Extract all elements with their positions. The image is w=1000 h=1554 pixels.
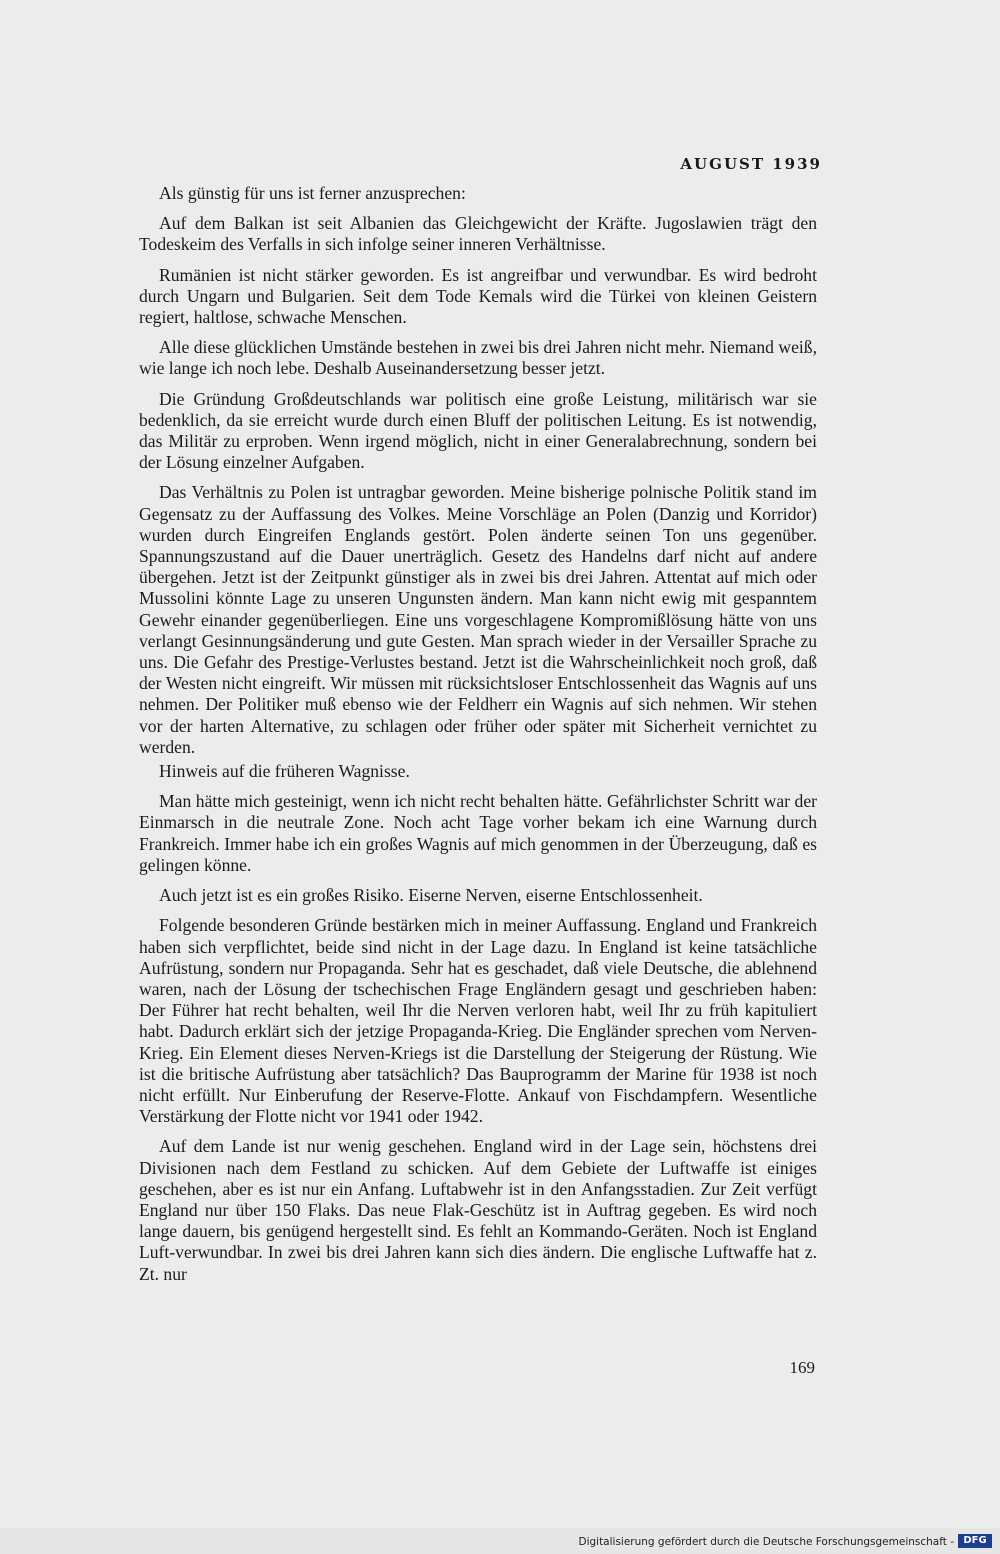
running-head: AUGUST 1939 <box>680 155 822 173</box>
funding-credit: Digitalisierung gefördert durch die Deutsche Forschungsgemeinschaft - <box>578 1536 954 1548</box>
page-number: 169 <box>789 1358 815 1377</box>
paragraph: Alle diese glücklichen Umstände bestehen in zwei bis drei Jahren nicht mehr. Niemand weiß, wie lange ich noch lebe. Deshalb Auseinandersetzung besser jetzt. <box>139 337 817 379</box>
paragraph: Man hätte mich gesteinigt, wenn ich nicht recht behalten hätte. Gefährlichster Schritt war der Einmarsch in die neutrale Zone. Noch acht Tage vorher bekam ich eine Warnung durch Frankreich. Immer habe ich ein großes Wagnis auf mich genommen in der Überzeugung, daß es gelingen könne. <box>139 791 817 875</box>
paragraph: Die Gründung Großdeutschlands war politisch eine große Leistung, militärisch war sie bedenklich, da sie erreicht wurde durch einen Bluff der politischen Leitung. Es ist notwendig, das Militär zu erproben. Wenn irgend möglich, nicht in einer Generalabrechnung, sondern bei der Lösung einzelner Aufgaben. <box>139 388 817 473</box>
paragraph: Auf dem Balkan ist seit Albanien das Gleichgewicht der Kräfte. Jugoslawien trägt den Todeskeim des Verfalls in sich infolge seiner inneren Verhältnisse. <box>139 213 817 255</box>
paragraph: Folgende besonderen Gründe bestärken mich in meiner Auffassung. England und Frankreich haben sich verpflichtet, beide sind nicht in der Lage dazu. In England ist keine tatsächliche Aufrüstung, sondern nur Propaganda. Sehr hat es geschadet, daß viele Deutsche, die ablehnend waren, nach der Lösung der tschechischen Frage Engländern gesagt und geschrieben haben: Der Führer hat recht behalten, weil Ihr die Nerven verloren habt, weil Ihr zu früh kapituliert habt. Dadurch erklärt sich der jetzige Propaganda-Krieg. Die Engländer sprechen vom Nerven-Krieg. Ein Element dieses Nerven-Kriegs ist die Darstellung der Steigerung der Rüstung. Wie ist die britische Aufrüstung aber tatsächlich? Das Bauprogramm der Marine für 1938 ist noch nicht erfüllt. Nur Einberufung der Reserve-Flotte. Ankauf von Fischdampfern. Wesentliche Verstärkung der Flotte nicht vor 1941 oder 1942. <box>139 915 817 1127</box>
paragraph: Auf dem Lande ist nur wenig geschehen. England wird in der Lage sein, höchstens drei Divisionen nach dem Festland zu schicken. Auf dem Gebiete der Luftwaffe ist einiges geschehen, aber es ist nur ein Anfang. Luftabwehr ist in den Anfangsstadien. Zur Zeit verfügt England nur über 150 Flaks. Das neue Flak-Geschütz ist in Auftrag gegeben. Es wird noch lange dauern, bis genügend hergestellt sind. Es fehlt an Kommando-Geräten. Noch ist England Luft-verwundbar. In zwei bis drei Jahren kann sich dies ändern. Die englische Luftwaffe hat z. Zt. nur <box>139 1136 817 1284</box>
body-text <box>139 183 817 1294</box>
paragraph: Als günstig für uns ist ferner anzusprechen: <box>159 183 466 203</box>
paragraph: Hinweis auf die früheren Wagnisse. <box>159 761 410 782</box>
digitization-footer <box>0 1528 1000 1554</box>
paragraph: Das Verhältnis zu Polen ist untragbar geworden. Meine bisherige polnische Politik stand im Gegensatz zu der Auffassung des Volkes. Meine Vorschläge an Polen (Danzig und Korridor) wurden durch Eingreifen Englands gestört. Polen änderte seinen Ton uns gegenüber. Spannungszustand auf die Dauer unerträglich. Gesetz des Handelns darf nicht auf andere übergehen. Jetzt ist der Zeitpunkt günstiger als in zwei bis drei Jahren. Attentat auf mich oder Mussolini könnte Lage zu unseren Ungunsten ändern. Man kann nicht ewig mit gespanntem Gewehr einander gegenüberliegen. Eine uns vorgeschlagene Kompromißlösung hätte von uns verlangt Gesinnungsänderung und gute Gesten. Man sprach wieder in der Versailler Sprache zu uns. Die Gefahr des Prestige-Verlustes bestand. Jetzt ist die Wahrscheinlichkeit noch groß, daß der Westen nicht eingreift. Wir müssen mit rücksichtsloser Entschlossenheit das Wagnis auf uns nehmen. Der Politiker muß ebenso wie der Feldherr ein Wagnis auf sich nehmen. Wir stehen vor der harten Alternative, zu schlagen oder früher oder später mit Sicherheit vernichtet zu werden. <box>139 482 817 757</box>
paragraph: Auch jetzt ist es ein großes Risiko. Eiserne Nerven, eiserne Entschlossenheit. <box>159 885 703 906</box>
dfg-logo-icon: DFG <box>958 1534 992 1548</box>
paragraph: Rumänien ist nicht stärker geworden. Es ist angreifbar und verwundbar. Es wird bedroht durch Ungarn und Bulgarien. Seit dem Tode Kemals wird die Türkei von kleinen Geistern regiert, haltlose, schwache Menschen. <box>139 264 817 328</box>
